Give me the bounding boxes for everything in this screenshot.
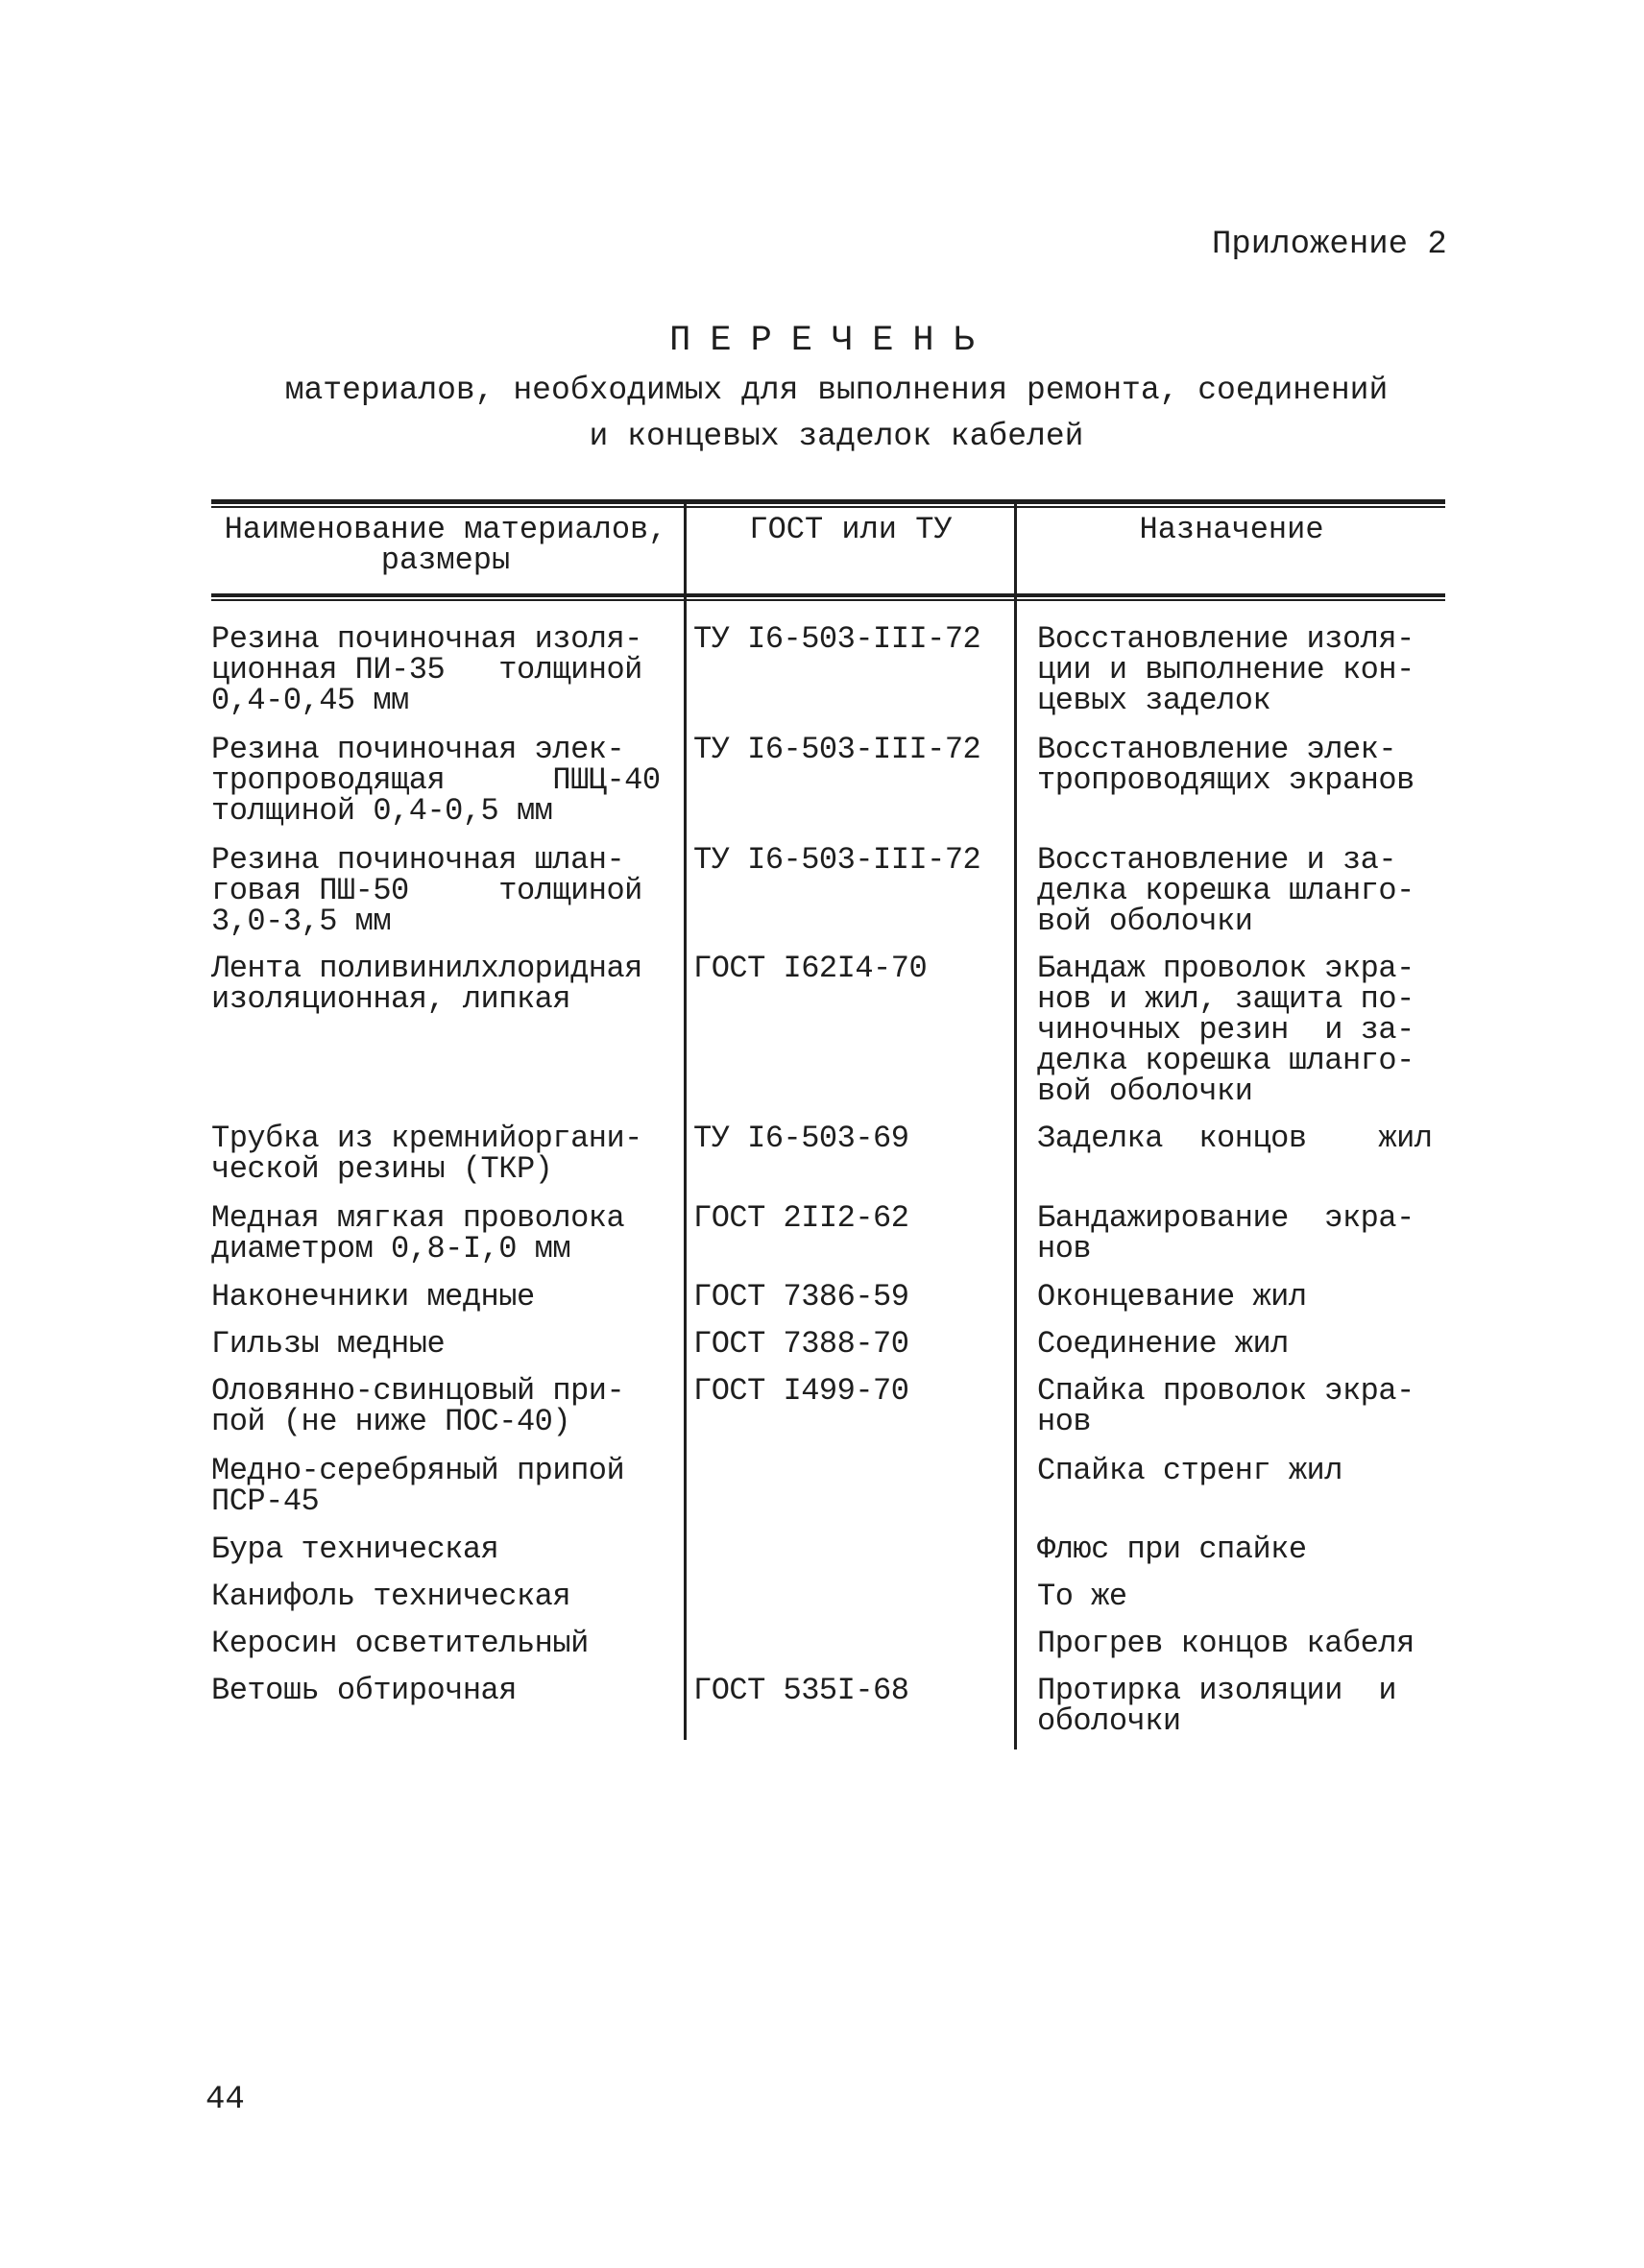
table-header-rule [211,593,1445,597]
table-cell-purpose: Флюс при спайке [1037,1532,1307,1567]
table-cell-material: Резина починочная изоля- ционная ПИ-35 толщиной 0,4-0,45 мм [211,621,642,718]
table-cell-standard: ГОСТ 7386-59 [693,1279,909,1315]
table-cell-standard: ТУ I6-503-III-72 [693,732,981,767]
table-cell-material: Гильзы медные [211,1326,446,1362]
table-cell-standard: ГОСТ I499-70 [693,1373,909,1409]
table-cell-standard: ГОСТ 7388-70 [693,1326,909,1362]
table-cell-material: Керосин осветительный [211,1626,589,1661]
table-cell-material: Медно-серебряный припой ПСР-45 [211,1453,625,1519]
table-cell-material: Медная мягкая проволока диаметром 0,8-I,0 мм [211,1200,625,1267]
appendix-label: Приложение 2 [1212,227,1447,263]
table-header-materials: Наименование материалов, размеры [224,512,667,578]
table-cell-purpose: Спайка проволок экра- нов [1037,1373,1414,1439]
table-cell-material: Наконечники медные [211,1279,535,1315]
table-top-rule [211,499,1445,504]
table-cell-purpose: Восстановление элек- тропроводящих экранов [1037,732,1414,798]
table-cell-standard: ГОСТ I62I4-70 [693,951,928,986]
table-cell-standard: ГОСТ 2II2-62 [693,1200,909,1236]
table-cell-material: Ветошь обтирочная [211,1673,517,1708]
table-header-standard: ГОСТ или ТУ [749,512,953,547]
page-number: 44 [206,2082,245,2118]
table-cell-material: Трубка из кремнийоргани- ческой резины (ТКР) [211,1121,642,1187]
document-subtitle-line-1: материалов, необходимых для выполнения ремонта, соединений [284,373,1389,408]
table-top-rule-thin [211,506,1445,508]
table-cell-material: Резина починочная элек- тропроводящая ПШЦ-40 толщиной 0,4-0,5 мм [211,732,661,829]
table-cell-purpose: Восстановление изоля- ции и выполнение кон- цевых заделок [1037,621,1414,718]
table-cell-purpose: То же [1037,1579,1127,1614]
table-cell-standard: ТУ I6-503-III-72 [693,842,981,878]
table-column-divider-2 [1014,501,1017,1749]
document-subtitle-line-2: и концевых заделок кабелей [589,419,1084,454]
table-cell-standard: ТУ I6-503-69 [693,1121,909,1156]
table-header-rule-thin [211,599,1445,601]
table-cell-material: Лента поливинилхлоридная изоляционная, липкая [211,951,642,1017]
table-cell-purpose: Протирка изоляции и оболочки [1037,1673,1397,1739]
document-title: ПЕРЕЧЕНЬ [669,321,994,361]
table-cell-material: Резина починочная шлан- говая ПШ-50 толщиной 3,0-3,5 мм [211,842,642,939]
table-cell-purpose: Соединение жил [1037,1326,1289,1362]
table-cell-material: Бура техническая [211,1532,499,1567]
table-cell-purpose: Прогрев концов кабеля [1037,1626,1414,1661]
table-cell-purpose: Спайка стренг жил [1037,1453,1342,1488]
table-column-divider-1 [684,501,687,1740]
table-cell-material: Оловянно-свинцовый при- пой (не ниже ПОС-40) [211,1373,625,1439]
table-cell-purpose: Восстановление и за- делка корешка шланго- вой оболочки [1037,842,1414,939]
table-cell-standard: ГОСТ 535I-68 [693,1673,909,1708]
table-cell-purpose: Бандаж проволок экра- нов и жил, защита по- чиночных резин и за- делка корешка шланго- вой оболочки [1037,951,1414,1109]
table-header-purpose: Назначение [1139,512,1324,547]
table-cell-purpose: Оконцевание жил [1037,1279,1307,1315]
table-cell-purpose: Бандажирование экра- нов [1037,1200,1414,1267]
table-cell-material: Канифоль техническая [211,1579,571,1614]
table-cell-purpose: Заделка концов жил [1037,1121,1433,1156]
table-cell-standard: ТУ I6-503-III-72 [693,621,981,657]
